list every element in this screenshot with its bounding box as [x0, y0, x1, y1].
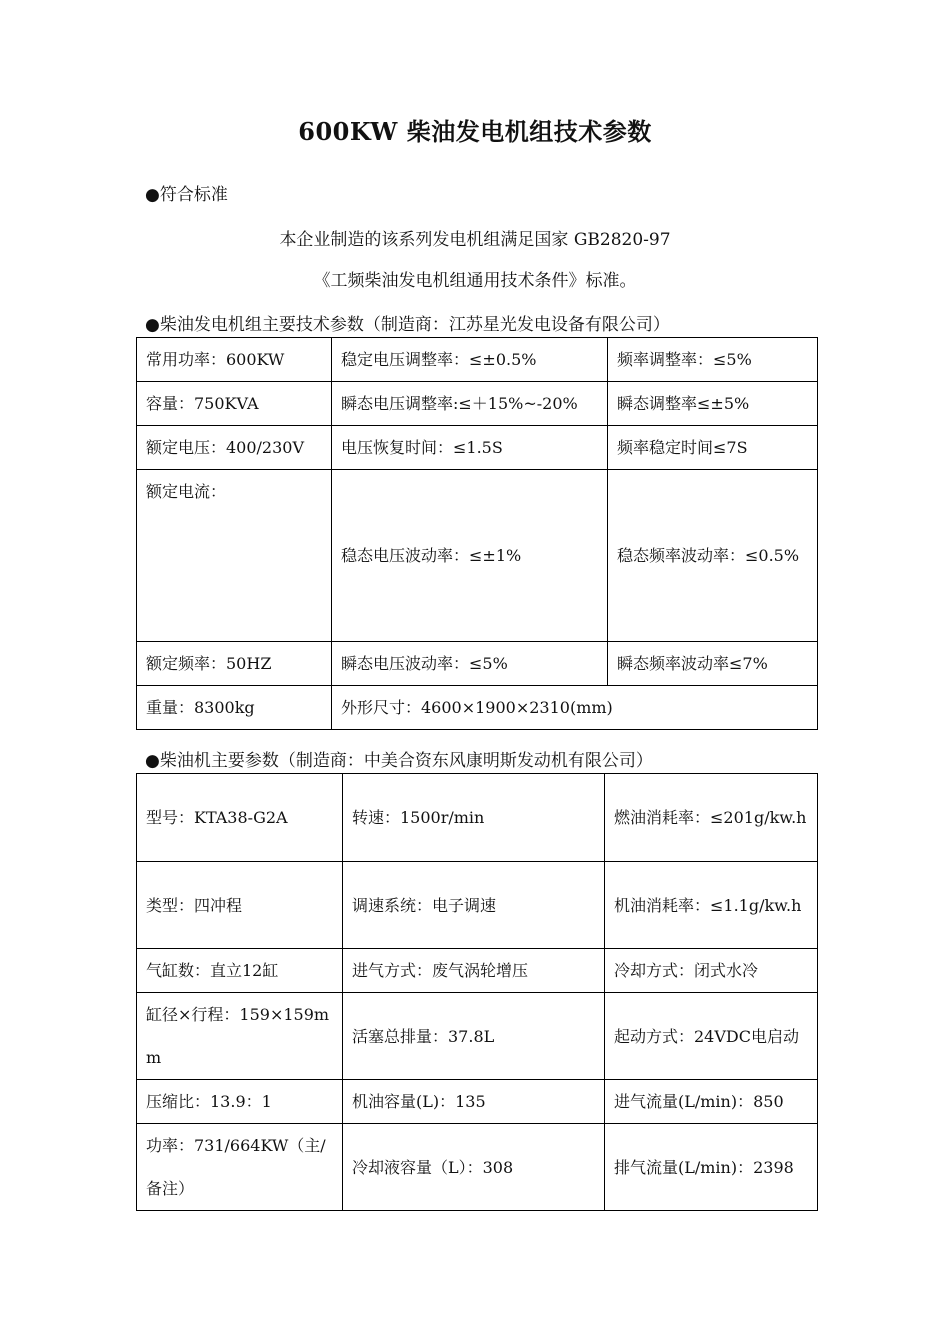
section-heading-genset: ●柴油发电机组主要技术参数（制造商：江苏星光发电设备有限公司）	[145, 315, 670, 335]
table-cell: 额定频率：50HZ	[137, 642, 332, 686]
table-row	[137, 1080, 818, 1124]
table-cell: 瞬态电压调整率:≤＋15%~-20%	[332, 382, 608, 426]
table-cell: 稳定电压调整率：≤±0.5%	[332, 338, 608, 382]
table-cell: 气缸数：直立12缸	[137, 949, 343, 993]
table-cell: 类型：四冲程	[137, 862, 343, 949]
table-cell: 瞬态频率波动率≤7%	[608, 642, 818, 686]
table-row	[137, 774, 818, 862]
table-cell: 缸径×行程：159×159mm	[137, 993, 343, 1080]
table-cell: 机油容量(L)：135	[343, 1080, 605, 1124]
page-title: 600KW 柴油发电机组技术参数	[298, 117, 652, 146]
table-cell: 外形尺寸：4600×1900×2310(mm)	[332, 686, 818, 730]
table-cell: 功率：731/664KW（主/备注）	[137, 1124, 343, 1211]
genset-parameters-table	[136, 337, 818, 730]
section-heading-engine: ●柴油机主要参数（制造商：中美合资东风康明斯发动机有限公司）	[145, 751, 653, 771]
table-cell: 常用功率：600KW	[137, 338, 332, 382]
table-cell: 转速：1500r/min	[343, 774, 605, 862]
table-cell: 型号：KTA38-G2A	[137, 774, 343, 862]
table-cell: 额定电压：400/230V	[137, 426, 332, 470]
table-row	[137, 426, 818, 470]
table-row	[137, 993, 818, 1080]
table-cell: 压缩比：13.9：1	[137, 1080, 343, 1124]
table-cell: 额定电流：	[137, 470, 332, 642]
table-cell: 频率调整率：≤5%	[608, 338, 818, 382]
table-cell: 机油消耗率：≤1.1g/kw.h	[605, 862, 818, 949]
table-cell: 活塞总排量：37.8L	[343, 993, 605, 1080]
table-row	[137, 338, 818, 382]
table-cell: 瞬态电压波动率：≤5%	[332, 642, 608, 686]
table-cell: 稳态电压波动率：≤±1%	[332, 470, 608, 642]
table-cell: 排气流量(L/min)：2398	[605, 1124, 818, 1211]
standard-text-line-2: 《工频柴油发电机组通用技术条件》标准。	[313, 271, 637, 291]
table-cell: 电压恢复时间：≤1.5S	[332, 426, 608, 470]
engine-parameters-table	[136, 773, 818, 1211]
table-cell: 容量：750KVA	[137, 382, 332, 426]
table-cell: 进气流量(L/min)：850	[605, 1080, 818, 1124]
table-cell: 重量：8300kg	[137, 686, 332, 730]
table-cell: 冷却液容量（L）：308	[343, 1124, 605, 1211]
table-cell: 燃油消耗率：≤201g/kw.h	[605, 774, 818, 862]
table-row	[137, 470, 818, 642]
table-cell: 进气方式：废气涡轮增压	[343, 949, 605, 993]
table-row	[137, 642, 818, 686]
standard-text-line-1: 本企业制造的该系列发电机组满足国家 GB2820-97	[279, 230, 671, 250]
table-cell: 瞬态调整率≤±5%	[608, 382, 818, 426]
table-cell: 调速系统：电子调速	[343, 862, 605, 949]
section-heading-standard: ●符合标准	[145, 185, 228, 205]
table-row	[137, 686, 818, 730]
table-row	[137, 862, 818, 949]
table-row	[137, 1124, 818, 1211]
table-cell: 冷却方式：闭式水冷	[605, 949, 818, 993]
table-cell: 起动方式：24VDC电启动	[605, 993, 818, 1080]
table-cell: 频率稳定时间≤7S	[608, 426, 818, 470]
table-cell: 稳态频率波动率：≤0.5%	[608, 470, 818, 642]
table-row	[137, 949, 818, 993]
table-row	[137, 382, 818, 426]
